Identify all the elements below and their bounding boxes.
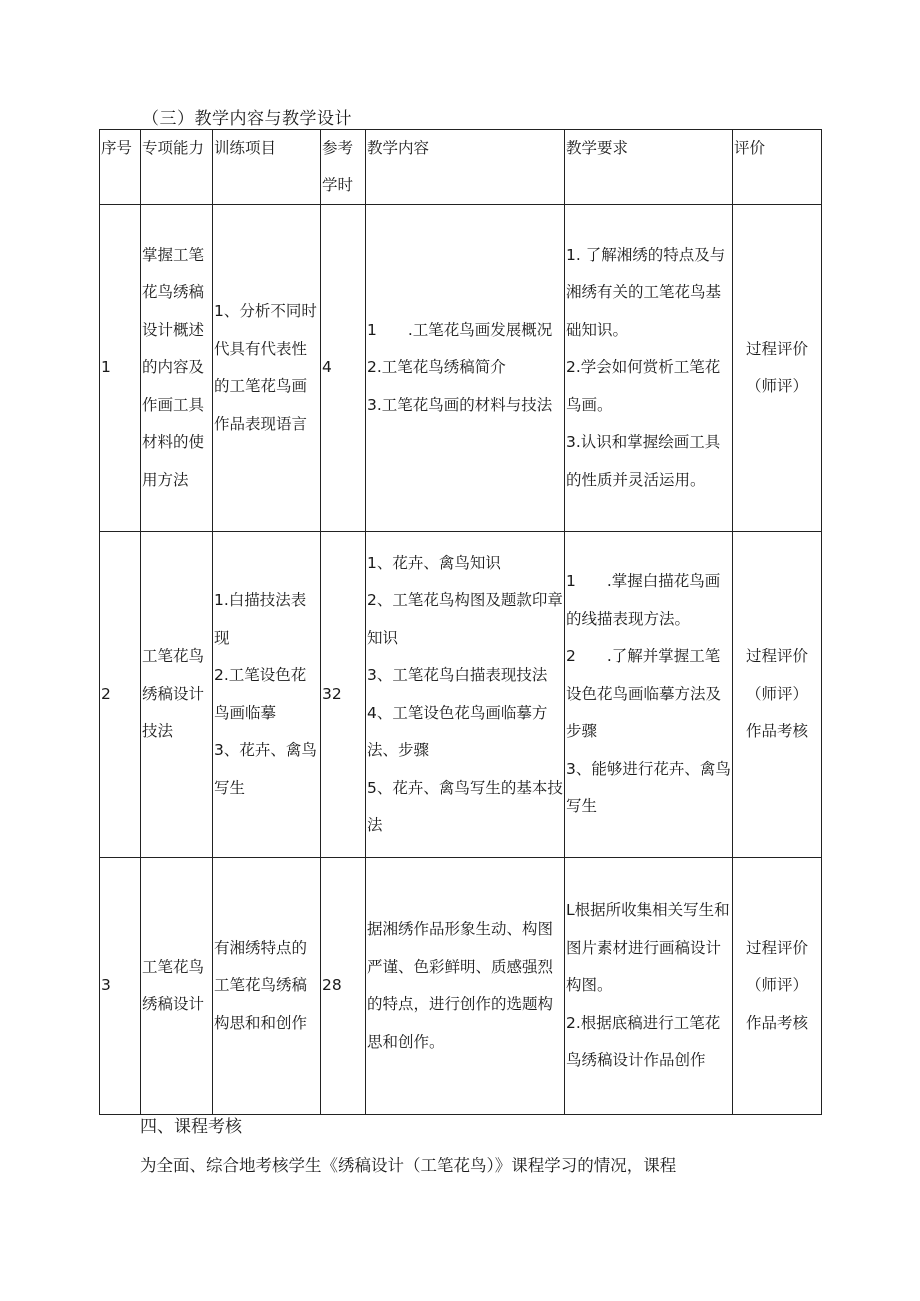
cell-content [366, 205, 565, 532]
cell-content [366, 532, 565, 858]
evaluation-line: 过程评价 [745, 339, 808, 358]
content-line: 2、工笔花鸟构图及题款印章知识 [367, 591, 563, 647]
evaluation-line: （师评） [745, 976, 808, 995]
content-line: 4、工笔设色花鸟画临摹方法、步骤 [367, 703, 548, 759]
cell-hours: 4 [321, 205, 366, 532]
header-index: 序号 [100, 130, 141, 205]
item-line: 3、花卉、禽鸟写生 [214, 741, 317, 797]
cell-evaluation [733, 205, 822, 532]
header-item: 训练项目 [213, 130, 321, 205]
table-row [100, 858, 822, 1115]
evaluation-line: 过程评价 [745, 938, 808, 957]
evaluation-line: 过程评价 [745, 647, 808, 666]
table-header-row [100, 130, 822, 205]
cell-item: 1、分析不同时代具有代表性的工笔花鸟画作品表现语言 [213, 205, 321, 532]
cell-evaluation [733, 532, 822, 858]
cell-content: 据湘绣作品形象生动、构图严谨、色彩鲜明、质感强烈的特点，进行创作的选题构思和创作。 [366, 858, 565, 1115]
requirement-line: L根据所收集相关写生和图片素材进行画稿设计构图。 [566, 901, 730, 995]
cell-ability: 掌握工笔花鸟绣稿设计概述的内容及作画工具材料的使用方法 [141, 205, 213, 532]
requirement-line: 2.根据底稿进行工笔花鸟绣稿设计作品创作 [566, 1013, 721, 1070]
section-title: （三）教学内容与教学设计 [142, 109, 352, 129]
cell-hours: 28 [321, 858, 366, 1115]
cell-index: 2 [100, 532, 141, 858]
evaluation-line: （师评） [745, 684, 808, 703]
header-evaluation: 评价 [733, 130, 822, 205]
teaching-design-table [99, 129, 822, 1115]
cell-item [213, 532, 321, 858]
requirement-line: 1. 了解湘绣的特点及与湘绣有关的工笔花鸟基础知识。 [566, 245, 726, 339]
item-line: 2.工笔设色花鸟画临摹 [214, 666, 307, 722]
table-row [100, 532, 822, 858]
content-line: 3.工笔花鸟画的材料与技法 [367, 395, 553, 414]
cell-requirement [565, 205, 733, 532]
cell-requirement [565, 858, 733, 1115]
evaluation-line: 作品考核 [745, 722, 808, 741]
cell-ability: 工笔花鸟绣稿设计技法 [141, 532, 213, 858]
content-line: 5、花卉、禽鸟写生的基本技法 [367, 778, 563, 834]
evaluation-line: （师评） [745, 377, 808, 395]
header-content: 教学内容 [366, 130, 565, 205]
requirement-line: 1 .掌握白描花鸟画的线描表现方法。 [566, 572, 721, 628]
requirement-line: 3、能够进行花卉、禽鸟写生 [566, 759, 731, 816]
cell-hours: 32 [321, 532, 366, 858]
header-ability: 专项能力 [141, 130, 213, 205]
requirement-line: 2 .了解并掌握工笔设色花鸟画临摹方法及步骤 [566, 647, 722, 741]
cell-ability: 工笔花鸟绣稿设计 [141, 858, 213, 1115]
table-row [100, 205, 822, 532]
header-requirement: 教学要求 [565, 130, 733, 205]
requirement-line: 2.学会如何赏析工笔花鸟画。 [566, 358, 721, 414]
content-line: 1 .工笔花鸟画发展概况 [367, 320, 553, 339]
requirement-line: 3.认识和掌握绘画工具的性质并灵活运用。 [566, 433, 721, 489]
cell-evaluation [733, 858, 822, 1115]
cell-index: 3 [100, 858, 141, 1115]
content-line: 1、花卉、禽鸟知识 [367, 553, 501, 572]
content-line: 3、工笔花鸟白描表现技法 [367, 666, 548, 684]
cell-item: 有湘绣特点的工笔花鸟绣稿构思和和创作 [213, 858, 321, 1115]
item-line: 1.白描技法表现 [214, 591, 307, 647]
content-line: 2.工笔花鸟绣稿简介 [367, 358, 506, 377]
section-4-paragraph: 为全面、综合地考核学生《绣稿设计（工笔花鸟）》课程学习的情况，课程 [140, 1156, 677, 1175]
header-hours: 参考学时 [321, 130, 366, 205]
cell-requirement [565, 532, 733, 858]
evaluation-line: 作品考核 [745, 1013, 808, 1032]
cell-index: 1 [100, 205, 141, 532]
section-4-heading: 四、课程考核 [140, 1117, 242, 1137]
